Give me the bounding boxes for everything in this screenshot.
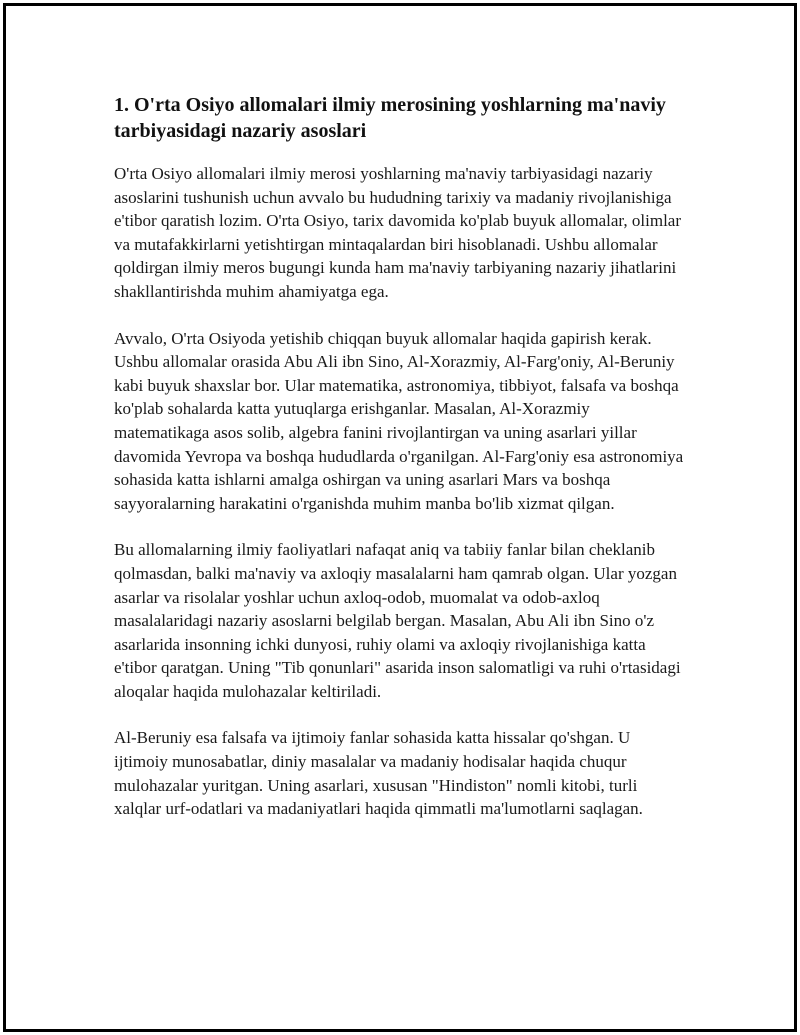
section-heading: 1. O'rta Osiyo allomalari ilmiy merosining yoshlarning ma'naviy tarbiyasidagi nazariy asoslari (114, 94, 666, 142)
document-body (114, 92, 686, 821)
paragraph-3: Bu allomalarning ilmiy faoliyatlari nafaqat aniq va tabiiy fanlar bilan cheklanib qolmasdan, balki ma'naviy va axloqiy masalalarni ham qamrab olgan. Ular yozgan asarlar va risolalar yoshlar uchun axloq-odob, muomalat va odob-axloq masalalaridagi nazariy asoslarni belgilab bergan. Masalan, Abu Ali ibn Sino o'z asarlarida insonning ichki dunyosi, ruhiy olami va axloqiy rivojlanishiga katta e'tibor qaratgan. Uning "Tib qonunlari" asarida inson salomatligi va ruhi o'rtasidagi aloqalar haqida mulohazalar keltiriladi. (114, 540, 681, 701)
paragraph-1: O'rta Osiyo allomalari ilmiy merosi yoshlarning ma'naviy tarbiyasidagi nazariy asoslarini tushunish uchun avvalo bu hududning tarixiy va madaniy rivojlanishiga e'tibor qaratish lozim. O'rta Osiyo, tarix davomida ko'plab buyuk allomalar, olimlar va mutafakkirlarni yetishtirgan mintaqalardan biri hisoblanadi. Ushbu allomalar qoldirgan ilmiy meros bugungi kunda ham ma'naviy tarbiyaning nazariy jihatlarini shakllantirishda muhim ahamiyatga ega. (114, 164, 682, 301)
paragraph-2: Avvalo, O'rta Osiyoda yetishib chiqqan buyuk allomalar haqida gapirish kerak. Ushbu allomalar orasida Abu Ali ibn Sino, Al-Xorazmiy, Al-Farg'oniy, Al-Beruniy kabi buyuk shaxslar bor. Ular matematika, astronomiya, tibbiyot, falsafa va boshqa ko'plab sohalarda katta yutuqlarga erishganlar. Masalan, Al-Xorazmiy matematikaga asos solib, algebra fanini rivojlantirgan va uning asarlari yillar davomida Yevropa va boshqa hududlarda o'rganilgan. Al-Farg'oniy esa astronomiya sohasida katta ishlarni amalga oshirgan va uning asarlari Mars va boshqa sayyoralarning harakatini o'rganishda muhim manba bo'lib xizmat qilgan. (114, 328, 684, 513)
paragraph-4: Al-Beruniy esa falsafa va ijtimoiy fanlar sohasida katta hissalar qo'shgan. U ijtimoiy munosabatlar, diniy masalalar va madaniy hodisalar haqida chuqur mulohazalar yuritgan. Uning asarlari, xususan "Hindiston" nomli kitobi, turli xalqlar urf-odatlari va madaniyatlari haqida qimmatli ma'lumotlarni saqlagan. (114, 728, 643, 819)
